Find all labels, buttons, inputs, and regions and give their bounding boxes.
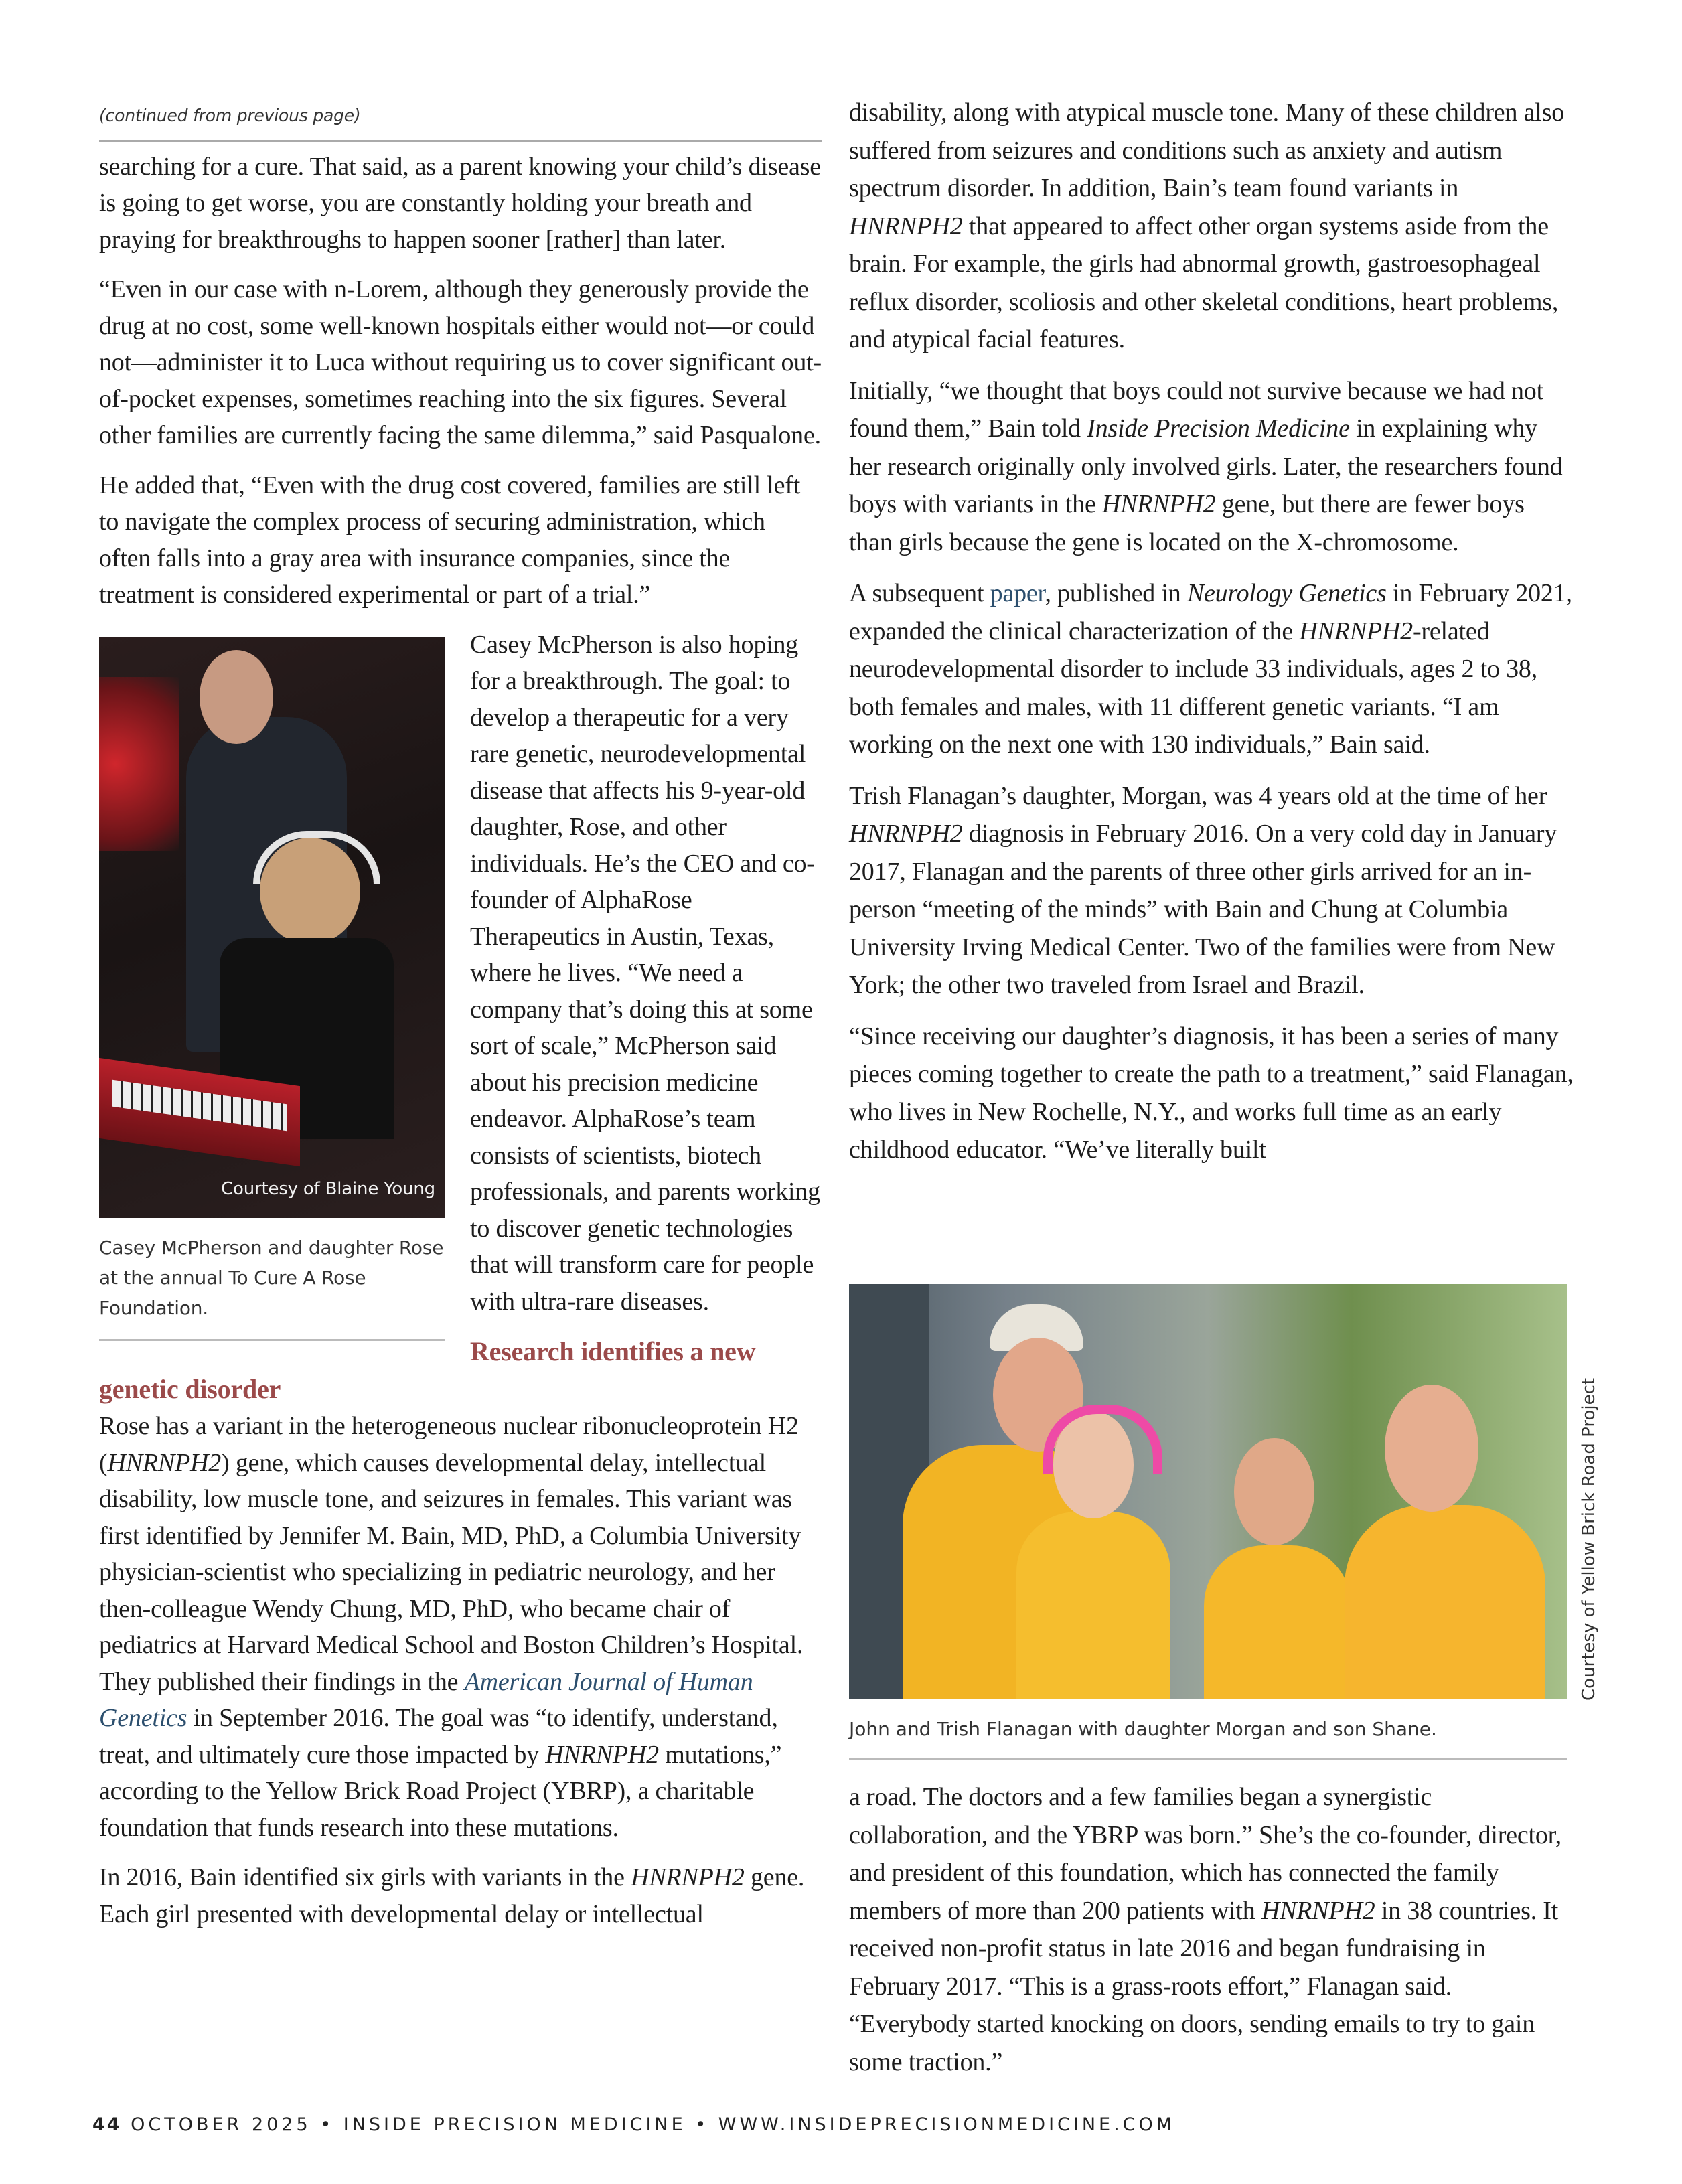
right-column-bottom — [849, 1778, 1574, 2094]
italic-text: HNRNPH2 — [631, 1863, 745, 1891]
text-run: mutations,” according to the Yellow Brick Road Project (YBRP), a charitable foundation that funds research into these mutations. — [99, 1740, 782, 1842]
paragraph — [99, 1859, 822, 1932]
page-footer — [92, 2114, 1175, 2135]
reference-link[interactable]: paper — [990, 579, 1045, 607]
text-run: “Since receiving our daughter’s diagnosis, it has been a series of many pieces coming together to create the path to a treatment,” said Flanagan, who lives in New Rochelle, N.Y., and works full time as an early childhood educator. “We’ve literally built — [849, 1022, 1574, 1164]
text-run: a road. The doctors and a few families began a synergistic collaboration, and the YBRP was born.” She’s the co-founder, director, and president of this foundation, which has connected the family members of more than 200 patients with — [849, 1783, 1561, 1925]
son-shirt — [1204, 1545, 1351, 1699]
text-run: in explaining why her research originally only involved girls. Later, the researchers found boys with variants in the — [849, 414, 1563, 518]
italic-text: HNRNPH2 — [107, 1448, 222, 1477]
paragraph — [849, 1778, 1574, 2081]
italic-text: Inside Precision Medicine — [1087, 414, 1350, 443]
text-run: He added that, “Even with the drug cost covered, families are still left to navigate the complex process of securing administration, which often falls into a gray area with insurance companies, since the treatment is considered experimental or part of a trial.” — [99, 471, 801, 609]
text-run: diagnosis in February 2016. On a very cold day in January 2017, Flanagan and the parents of three other girls arrived for an in-person “meeting of the minds” with Bain and Chung at Columbia University Irving Medical Center. Two of the families were from New York; the other two traveled from Israel and Brazil. — [849, 820, 1557, 999]
photo-flanagan-family — [849, 1284, 1567, 1699]
text-run: gene. Each girl presented with developmental delay or intellectual — [99, 1863, 805, 1928]
paragraph — [849, 1018, 1574, 1169]
text-run: gene, but there are fewer boys than girls because the gene is located on the X-chromosome. — [849, 490, 1525, 556]
daughter-shirt — [1016, 1512, 1170, 1699]
text-run: in September 2016. The goal was “to identify, understand, treat, and ultimately cure those impacted by — [99, 1704, 778, 1769]
section-heading: Research identifies a new genetic disorder — [99, 1336, 756, 1404]
figure-mcpherson — [99, 637, 445, 1341]
text-run: ) gene, which causes developmental delay, intellectual disability, low muscle tone, and seizures in females. This variant was first identified by Jennifer M. Bain, MD, PhD, a Columbia University physician-scientist who specializing in pediatric neurology, and her then-colleague Wendy Chung, MD, PhD, who became chair of pediatrics at Harvard Medical School and Boston Children’s Hospital. They published their findings in the — [99, 1448, 804, 1696]
photo-credit: Courtesy of Blaine Young — [221, 1178, 435, 1199]
text-run: Initially, “we thought that boys could not survive because we had not found them,” Bain told — [849, 376, 1543, 443]
right-body-top — [849, 94, 1574, 1169]
text-run: , published in — [1045, 579, 1187, 607]
text-run: In 2016, Bain identified six girls with variants in the — [99, 1863, 631, 1891]
text-run: that appeared to affect other organ systems aside from the brain. For example, the girls had abnormal growth, gastroesophageal reflux disorder, scoliosis and other skeletal conditions, heart problems, and atypical facial features. — [849, 212, 1559, 354]
italic-text: HNRNPH2 — [1101, 490, 1216, 518]
paragraph — [849, 574, 1574, 764]
italic-text: HNRNPH2 — [849, 212, 963, 240]
paragraph — [99, 149, 822, 258]
text-run: disability, along with atypical muscle tone. Many of these children also suffered from seizures and conditions such as anxiety and autism spectrum disorder. In addition, Bain’s team found variants in — [849, 98, 1564, 202]
paragraph — [99, 1408, 822, 1846]
text-run: Trish Flanagan’s daughter, Morgan, was 4 years old at the time of her — [849, 781, 1547, 810]
photo-mcpherson-rose — [99, 637, 445, 1218]
stage-light — [99, 677, 179, 851]
mother-face — [1385, 1385, 1478, 1512]
footer-text: OCTOBER 2025 • INSIDE PRECISION MEDICINE • WWW.INSIDEPRECISIONMEDICINE.COM — [131, 2114, 1176, 2135]
paragraph — [99, 271, 822, 454]
italic-text: HNRNPH2 — [545, 1740, 659, 1769]
right-column-top — [849, 94, 1574, 1182]
continued-note: (continued from previous page) — [99, 94, 822, 142]
paragraph — [849, 777, 1574, 1004]
text-run: “Even in our case with n-Lorem, although they generously provide the drug at no cost, some well-known hospitals either would not—or could not—administer it to Luca without requiring us to cover significant out-of-pocket expenses, sometimes reaching into the six figures. Several other families are currently facing the same dilemma,” said Pasqualone. — [99, 275, 822, 449]
man-face — [200, 650, 273, 744]
text-run: -related neurodevelopmental disorder to include 33 individuals, ages 2 to 38, both females and males, with 11 different genetic variants. “I am working on the next one with 130 individuals,” Bain said. — [849, 617, 1538, 759]
left-column — [99, 94, 822, 1946]
italic-text: HNRNPH2 — [849, 820, 963, 848]
photo-caption-right: John and Trish Flanagan with daughter Morgan and son Shane. — [849, 1714, 1567, 1760]
paragraph — [849, 94, 1574, 359]
paragraph — [99, 467, 822, 613]
photo-credit-vertical: Courtesy of Yellow Brick Road Project — [1579, 1377, 1599, 1701]
right-body-bottom — [849, 1778, 1574, 2081]
text-run: in 38 countries. It received non-profit status in late 2016 and began fundraising in February 2017. “This is a grass-roots effort,” Flanagan said. “Everybody started knocking on doors, sending emails to try to gain some traction.” — [849, 1896, 1559, 2076]
italic-text: HNRNPH2 — [1299, 617, 1413, 645]
photo-caption: Casey McPherson and daughter Rose at the annual To Cure A Rose Foundation. — [99, 1218, 445, 1341]
page-number: 44 — [92, 2114, 122, 2135]
left-body-after — [99, 1408, 822, 1932]
text-run: A subsequent — [849, 579, 990, 607]
figure-flanagan — [849, 1284, 1567, 1699]
italic-text: Neurology Genetics — [1187, 579, 1387, 607]
mother-shirt — [1345, 1505, 1545, 1699]
son-face — [1234, 1438, 1314, 1545]
text-run: searching for a cure. That said, as a parent knowing your child’s disease is going to get worse, you are constantly holding your breath and praying for breakthroughs to happen sooner [rather] than later. — [99, 152, 821, 254]
text-run: Rose has a variant in the heterogeneous nuclear ribonucleoprotein H2 ( — [99, 1412, 799, 1477]
left-intro — [99, 149, 822, 258]
reference-link[interactable]: American Journal of Human Genetics — [99, 1667, 753, 1732]
italic-text: HNRNPH2 — [1261, 1896, 1375, 1925]
paragraph — [849, 372, 1574, 562]
text-run: in February 2021, expanded the clinical characterization of the — [849, 579, 1572, 645]
text-run: Casey McPherson is also hoping for a breakthrough. The goal: to develop a therapeutic for a very rare genetic, neurodevelopmental disease that affects his 9-year-old daughter, Rose, and other individuals. He’s the CEO and co-founder of AlphaRose Therapeutics in Austin, Texas, where he lives. “We need a company that’s doing this at some sort of scale,” McPherson said about his precision medicine endeavor. AlphaRose’s team consists of scientists, biotech professionals, and parents working to discover genetic technologies that will transform care for people with ultra-rare diseases. — [470, 630, 820, 1316]
